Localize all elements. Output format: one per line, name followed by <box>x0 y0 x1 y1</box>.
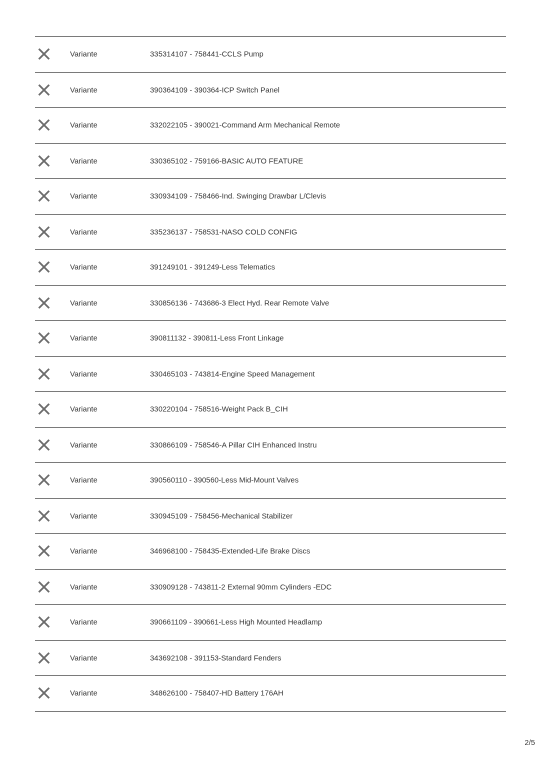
row-description: 330220104 - 758516-Weight Pack B_CIH <box>150 404 288 414</box>
table-row <box>35 392 506 428</box>
x-icon <box>38 297 50 309</box>
table-row <box>35 641 506 677</box>
row-type-label: Variante <box>70 440 98 450</box>
x-icon <box>38 510 50 522</box>
row-type-label: Variante <box>70 227 98 237</box>
row-description: 343692108 - 391153-Standard Fenders <box>150 653 282 663</box>
x-icon <box>38 155 50 167</box>
x-icon <box>38 261 50 273</box>
row-type-label: Variante <box>70 475 98 485</box>
row-type-label: Variante <box>70 511 98 521</box>
row-description: 330365102 - 759166-BASIC AUTO FEATURE <box>150 156 304 166</box>
table-row <box>35 321 506 357</box>
table-row <box>35 428 506 464</box>
row-type-label: Variante <box>70 49 98 59</box>
x-icon <box>38 226 50 238</box>
row-description: 348626100 - 758407-HD Battery 176AH <box>150 688 284 698</box>
row-type-label: Variante <box>70 262 98 272</box>
options-table <box>35 36 506 712</box>
row-description: 335236137 - 758531-NASO COLD CONFIG <box>150 227 298 237</box>
row-type-label: Variante <box>70 653 98 663</box>
x-icon <box>38 687 50 699</box>
row-description: 391249101 - 391249-Less Telematics <box>150 262 275 272</box>
page-number: 2/5 <box>524 738 535 747</box>
table-row <box>35 463 506 499</box>
row-description: 335314107 - 758441-CCLS Pump <box>150 49 264 59</box>
table-row <box>35 570 506 606</box>
row-type-label: Variante <box>70 617 98 627</box>
row-type-label: Variante <box>70 120 98 130</box>
row-description: 390560110 - 390560-Less Mid-Mount Valves <box>150 475 299 485</box>
x-icon <box>38 652 50 664</box>
x-icon <box>38 332 50 344</box>
table-row <box>35 144 506 180</box>
row-description: 330866109 - 758546-A Pillar CIH Enhanced Instru <box>150 440 317 450</box>
row-type-label: Variante <box>70 191 98 201</box>
row-description: 390364109 - 390364-ICP Switch Panel <box>150 85 280 95</box>
table-row <box>35 286 506 322</box>
row-type-label: Variante <box>70 156 98 166</box>
row-description: 330945109 - 758456-Mechanical Stabilizer <box>150 511 293 521</box>
row-type-label: Variante <box>70 688 98 698</box>
table-row <box>35 605 506 641</box>
x-icon <box>38 84 50 96</box>
row-description: 332022105 - 390021-Command Arm Mechanical Remote <box>150 120 341 130</box>
row-type-label: Variante <box>70 404 98 414</box>
table-row <box>35 676 506 712</box>
row-type-label: Variante <box>70 85 98 95</box>
table-row <box>35 357 506 393</box>
x-icon <box>38 403 50 415</box>
x-icon <box>38 190 50 202</box>
row-type-label: Variante <box>70 333 98 343</box>
x-icon <box>38 439 50 451</box>
table-row <box>35 179 506 215</box>
row-description: 330934109 - 758466-Ind. Swinging Drawbar L/Clevis <box>150 191 326 201</box>
row-description: 346968100 - 758435-Extended-Life Brake Discs <box>150 546 311 556</box>
row-description: 330909128 - 743811-2 External 90mm Cylinders -EDC <box>150 582 332 592</box>
table-row <box>35 215 506 251</box>
x-icon <box>38 48 50 60</box>
row-type-label: Variante <box>70 369 98 379</box>
row-type-label: Variante <box>70 546 98 556</box>
table-row <box>35 108 506 144</box>
row-description: 330856136 - 743686-3 Elect Hyd. Rear Remote Valve <box>150 298 330 308</box>
table-row <box>35 250 506 286</box>
x-icon <box>38 368 50 380</box>
table-row <box>35 73 506 109</box>
table-row <box>35 499 506 535</box>
table-row <box>35 534 506 570</box>
row-type-label: Variante <box>70 582 98 592</box>
row-description: 330465103 - 743814-Engine Speed Management <box>150 369 315 379</box>
row-description: 390661109 - 390661-Less High Mounted Headlamp <box>150 617 323 627</box>
table-row <box>35 37 506 73</box>
x-icon <box>38 119 50 131</box>
x-icon <box>38 474 50 486</box>
row-type-label: Variante <box>70 298 98 308</box>
row-description: 390811132 - 390811-Less Front Linkage <box>150 333 284 343</box>
x-icon <box>38 616 50 628</box>
x-icon <box>38 545 50 557</box>
x-icon <box>38 581 50 593</box>
